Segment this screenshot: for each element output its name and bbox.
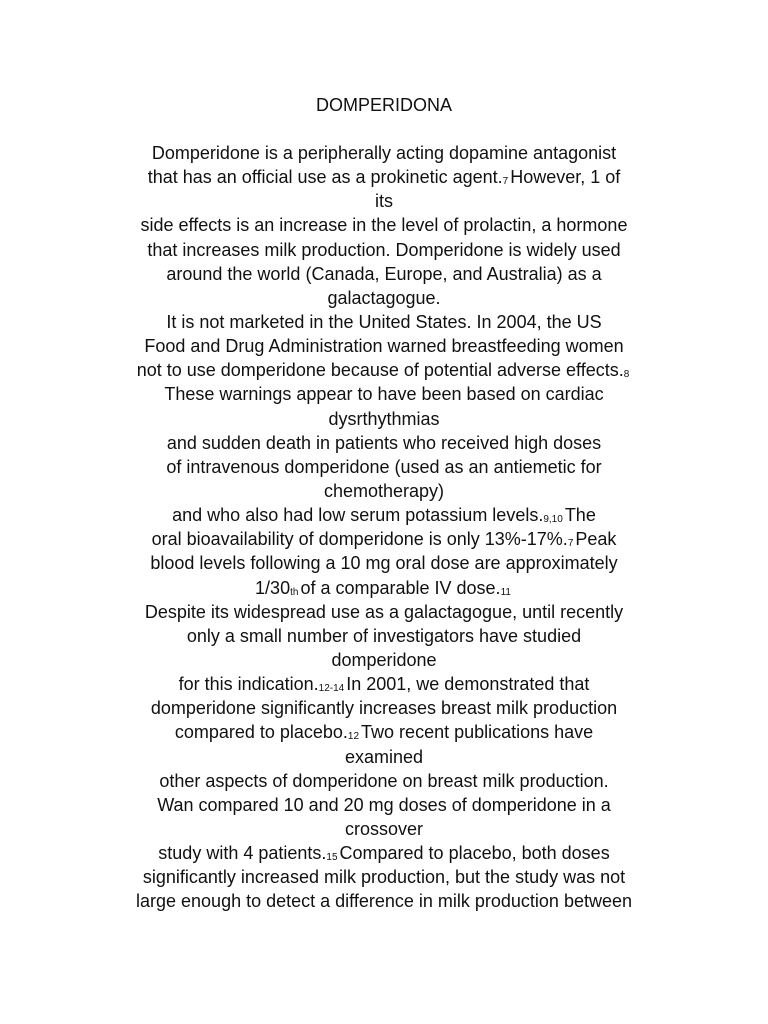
text-segment: examined bbox=[344, 746, 424, 767]
text-line bbox=[0, 696, 768, 720]
text-line bbox=[0, 262, 768, 286]
text-line bbox=[0, 141, 768, 165]
text-segment: In 2001, we demonstrated that bbox=[346, 674, 590, 695]
text-segment: chemotherapy) bbox=[323, 480, 445, 501]
text-line bbox=[0, 165, 768, 189]
text-segment: other aspects of domperidone on breast milk production. bbox=[159, 770, 609, 791]
text-segment: Domperidone is a peripherally acting dopamine antagonist bbox=[151, 143, 617, 163]
text-segment: blood levels following a 10 mg oral dose are approximately bbox=[150, 553, 618, 574]
text-segment: oral bioavailability of domperidone is only 13%-17%. bbox=[151, 529, 568, 550]
text-segment: and who also had low serum potassium levels. bbox=[172, 505, 544, 526]
text-segment: dysrthythmias bbox=[328, 408, 440, 429]
text-line bbox=[0, 310, 768, 334]
citation-superscript: 8 bbox=[623, 369, 630, 381]
citation-superscript: 7 bbox=[502, 176, 509, 188]
document-title: DOMPERIDONA bbox=[315, 95, 452, 115]
citation-superscript: 12-14 bbox=[318, 683, 345, 695]
text-segment: crossover bbox=[344, 818, 424, 839]
text-segment: Compared to placebo, both doses bbox=[339, 843, 610, 864]
text-line bbox=[0, 479, 768, 503]
text-segment: around the world (Canada, Europe, and Australia) as a bbox=[166, 263, 602, 284]
citation-superscript: 12 bbox=[347, 731, 360, 743]
text-segment: of a comparable IV dose. bbox=[300, 577, 501, 598]
citation-superscript: th bbox=[290, 586, 299, 598]
text-line bbox=[0, 672, 768, 696]
text-line bbox=[0, 238, 768, 262]
text-segment: and sudden death in patients who received high doses bbox=[166, 432, 602, 453]
text-segment: study with 4 patients. bbox=[158, 843, 327, 864]
text-segment: not to use domperidone because of potential adverse effects. bbox=[136, 360, 624, 381]
text-segment: domperidone significantly increases breast milk production bbox=[150, 698, 618, 719]
text-line bbox=[0, 213, 768, 237]
text-line bbox=[0, 720, 768, 744]
text-segment: 1/30 bbox=[255, 577, 291, 598]
text-line bbox=[0, 817, 768, 841]
text-segment: Despite its widespread use as a galactagogue, until recently bbox=[144, 601, 624, 622]
text-segment: Two recent publications have bbox=[361, 722, 594, 743]
text-line bbox=[0, 407, 768, 431]
text-segment: for this indication. bbox=[178, 674, 319, 695]
text-line bbox=[0, 745, 768, 769]
text-line bbox=[0, 382, 768, 406]
text-line bbox=[0, 841, 768, 865]
text-segment: Wan compared 10 and 20 mg doses of domperidone in a bbox=[157, 794, 611, 815]
text-line bbox=[0, 527, 768, 551]
text-segment: domperidone bbox=[331, 649, 437, 670]
text-line bbox=[0, 551, 768, 575]
text-segment: Peak bbox=[575, 529, 617, 550]
citation-superscript: 9,10 bbox=[543, 514, 563, 526]
text-segment: side effects is an increase in the level of prolactin, a hormone bbox=[140, 215, 628, 236]
text-segment: It is not marketed in the United States. In 2004, the US bbox=[166, 311, 602, 332]
text-line bbox=[0, 600, 768, 624]
text-segment: compared to placebo. bbox=[174, 722, 348, 743]
document-body bbox=[0, 141, 768, 914]
text-line bbox=[0, 189, 768, 213]
citation-superscript: 7 bbox=[567, 538, 574, 550]
text-line bbox=[0, 889, 768, 913]
text-line bbox=[0, 576, 768, 600]
text-segment: significantly increased milk production, but the study was not bbox=[142, 867, 626, 888]
citation-superscript: 11 bbox=[500, 586, 511, 598]
text-line bbox=[0, 503, 768, 527]
text-line bbox=[0, 769, 768, 793]
text-segment: of intravenous domperidone (used as an antiemetic for bbox=[166, 456, 602, 477]
text-line bbox=[0, 431, 768, 455]
text-line bbox=[0, 648, 768, 672]
text-segment: The bbox=[564, 505, 596, 526]
text-line bbox=[0, 286, 768, 310]
text-segment: These warnings appear to have been based on cardiac bbox=[164, 384, 604, 405]
text-line bbox=[0, 358, 768, 382]
text-line bbox=[0, 865, 768, 889]
text-segment: that increases milk production. Domperidone is widely used bbox=[147, 239, 621, 260]
text-segment: only a small number of investigators have studied bbox=[186, 625, 582, 646]
text-line bbox=[0, 334, 768, 358]
text-segment: galactagogue. bbox=[327, 287, 441, 308]
text-line bbox=[0, 455, 768, 479]
text-line bbox=[0, 793, 768, 817]
citation-superscript: 15 bbox=[326, 852, 338, 864]
text-segment: that has an official use as a prokinetic agent. bbox=[147, 167, 503, 188]
text-segment: large enough to detect a difference in milk production between bbox=[136, 891, 632, 912]
text-segment: However, 1 of bbox=[510, 167, 621, 188]
text-segment: its bbox=[375, 191, 393, 212]
text-segment: Food and Drug Administration warned breastfeeding women bbox=[144, 336, 624, 357]
text-line bbox=[0, 624, 768, 648]
